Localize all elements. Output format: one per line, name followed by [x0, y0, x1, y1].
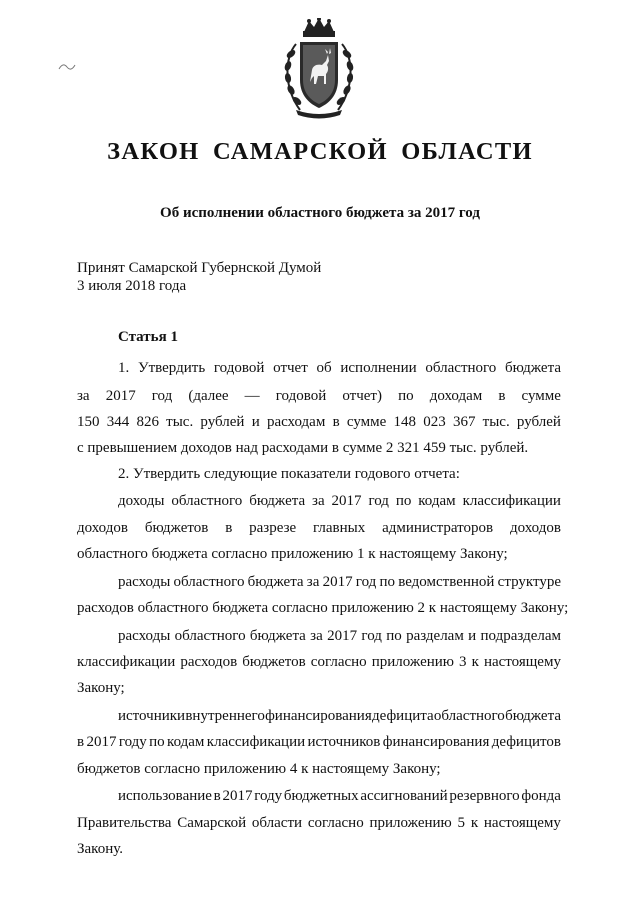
word: в — [498, 388, 506, 404]
paragraph-line: Закону; — [77, 680, 125, 696]
word: к — [471, 654, 479, 670]
word: доходы — [118, 493, 165, 509]
word: расходы — [118, 628, 171, 644]
word: к — [470, 815, 479, 831]
word: 826 — [136, 414, 159, 430]
word: 1. — [118, 360, 130, 376]
word: областного — [171, 493, 243, 509]
word: доходам — [429, 388, 483, 404]
word: кодам — [418, 493, 456, 509]
word: приложению — [371, 654, 454, 670]
word: 5 — [457, 815, 466, 831]
word: кодам — [167, 734, 205, 750]
word: приложению — [369, 815, 452, 831]
word: настоящему — [483, 815, 561, 831]
word: бюджетов — [144, 520, 209, 536]
word: классификации — [462, 493, 561, 509]
word: классификации — [206, 734, 306, 750]
word: рублей — [200, 414, 245, 430]
word: структуре — [497, 574, 561, 590]
word: областного — [425, 360, 497, 376]
word: расходам — [266, 414, 326, 430]
word: за — [77, 388, 90, 404]
paragraph-line — [118, 492, 561, 510]
paragraph-line — [77, 413, 561, 431]
paragraph-line — [77, 814, 561, 832]
adoption-note — [77, 259, 321, 295]
word: годовой — [213, 360, 265, 376]
word: бюджета — [505, 360, 561, 376]
word: 2017 — [105, 388, 136, 404]
word: об — [316, 360, 332, 376]
word: 2017 — [222, 788, 253, 804]
word: в — [77, 734, 85, 750]
word: Самарской — [177, 815, 247, 831]
paragraph-line — [77, 519, 561, 537]
word: разделам — [406, 628, 464, 644]
word: 150 — [77, 414, 100, 430]
word: финансирования — [382, 734, 490, 750]
paragraph-line: областного бюджета согласно приложению 1 к настоящему Закону; — [77, 546, 508, 562]
word: бюджетных — [283, 788, 359, 804]
word: Утвердить — [137, 360, 206, 376]
word: и — [468, 628, 477, 644]
word: расходов — [180, 654, 238, 670]
word: году — [254, 788, 283, 804]
word: год — [355, 574, 377, 590]
law-title: ЗАКОН САМАРСКОЙ ОБЛАСТИ — [107, 138, 533, 165]
word: доходов — [509, 520, 561, 536]
word: 148 — [393, 414, 416, 430]
paragraph-line: Закону. — [77, 841, 123, 857]
adoption-body: Принят Самарской Губернской Думой — [77, 260, 322, 276]
word: по — [379, 574, 396, 590]
word: ассигнований — [360, 788, 448, 804]
word: — — [244, 388, 260, 404]
word: рублей — [516, 414, 561, 430]
word: 367 — [452, 414, 476, 430]
word: по — [149, 734, 165, 750]
word: по — [395, 493, 412, 509]
paragraph-line: бюджетов согласно приложению 4 к настоящему Закону; — [77, 761, 441, 777]
word: отчет) — [342, 388, 382, 404]
word: резервного — [449, 788, 520, 804]
word: финансирования — [265, 708, 372, 724]
word: использование — [118, 788, 212, 804]
word: отчет — [273, 360, 308, 376]
word: главных — [313, 520, 366, 536]
word: сумме — [346, 414, 387, 430]
word: бюджета — [505, 708, 561, 724]
paragraph-line — [118, 627, 561, 645]
word: по — [398, 388, 414, 404]
word: согласно — [307, 815, 364, 831]
word: год — [151, 388, 173, 404]
word: бюджета — [249, 493, 306, 509]
word: бюджета — [249, 628, 306, 644]
word: сумме — [521, 388, 561, 404]
word: расходы — [118, 574, 171, 590]
word: тыс. — [166, 414, 194, 430]
word: год — [368, 493, 389, 509]
word: фонда — [521, 788, 561, 804]
word: классификации — [77, 654, 176, 670]
word: ведомственной — [398, 574, 495, 590]
paragraph-line: с превышением доходов над расходами в сумме 2 321 459 тыс. рублей. — [77, 440, 529, 456]
word: за — [312, 493, 325, 509]
word: доходов — [77, 520, 128, 536]
word: области — [251, 815, 303, 831]
word: (далее — [188, 388, 229, 404]
paragraph-line — [118, 573, 561, 591]
word: исполнении — [340, 360, 417, 376]
word: согласно — [310, 654, 367, 670]
word: источники — [118, 708, 186, 724]
word: тыс. — [482, 414, 510, 430]
word: источников — [307, 734, 381, 750]
word: 344 — [106, 414, 130, 430]
adoption-date: 3 июля 2018 года — [77, 278, 187, 294]
word: в — [225, 520, 233, 536]
word: дефицита — [371, 708, 434, 724]
word: в — [213, 788, 221, 804]
article-heading: Статья 1 — [118, 329, 178, 345]
paragraph-line — [118, 707, 561, 725]
paragraph-line: расходов областного бюджета согласно приложению 2 к настоящему Закону; — [77, 600, 569, 616]
coat-of-arms-icon — [282, 18, 356, 122]
word: 2017 — [327, 628, 358, 644]
word: Правительства — [77, 815, 172, 831]
word: за — [310, 628, 323, 644]
word: областного — [433, 708, 505, 724]
word: за — [306, 574, 320, 590]
word: областного — [174, 628, 246, 644]
word: бюджетов — [242, 654, 306, 670]
paragraph-line — [77, 653, 561, 671]
word: внутреннего — [185, 708, 265, 724]
word: 3 — [459, 654, 467, 670]
word: бюджета — [247, 574, 304, 590]
word: настоящему — [483, 654, 561, 670]
word: подразделам — [480, 628, 561, 644]
paragraph-line: 2. Утвердить следующие показатели годового отчета: — [118, 466, 460, 482]
word: и — [251, 414, 260, 430]
corner-mark — [58, 60, 76, 74]
word: администраторов — [382, 520, 494, 536]
law-subtitle: Об исполнении областного бюджета за 2017 год — [160, 205, 480, 221]
word: 2017 — [86, 734, 117, 750]
paragraph-line — [77, 387, 561, 405]
word: 2017 — [331, 493, 362, 509]
word: по — [386, 628, 402, 644]
word: год — [361, 628, 382, 644]
paragraph-line — [118, 787, 561, 805]
word: дефицитов — [491, 734, 561, 750]
word: годовой — [275, 388, 327, 404]
word: году — [118, 734, 147, 750]
paragraph-line — [77, 733, 561, 751]
word: областного — [173, 574, 245, 590]
word: 2017 — [322, 574, 353, 590]
word: 023 — [423, 414, 446, 430]
word: в — [332, 414, 340, 430]
word: разрезе — [249, 520, 297, 536]
paragraph-line — [118, 359, 561, 377]
